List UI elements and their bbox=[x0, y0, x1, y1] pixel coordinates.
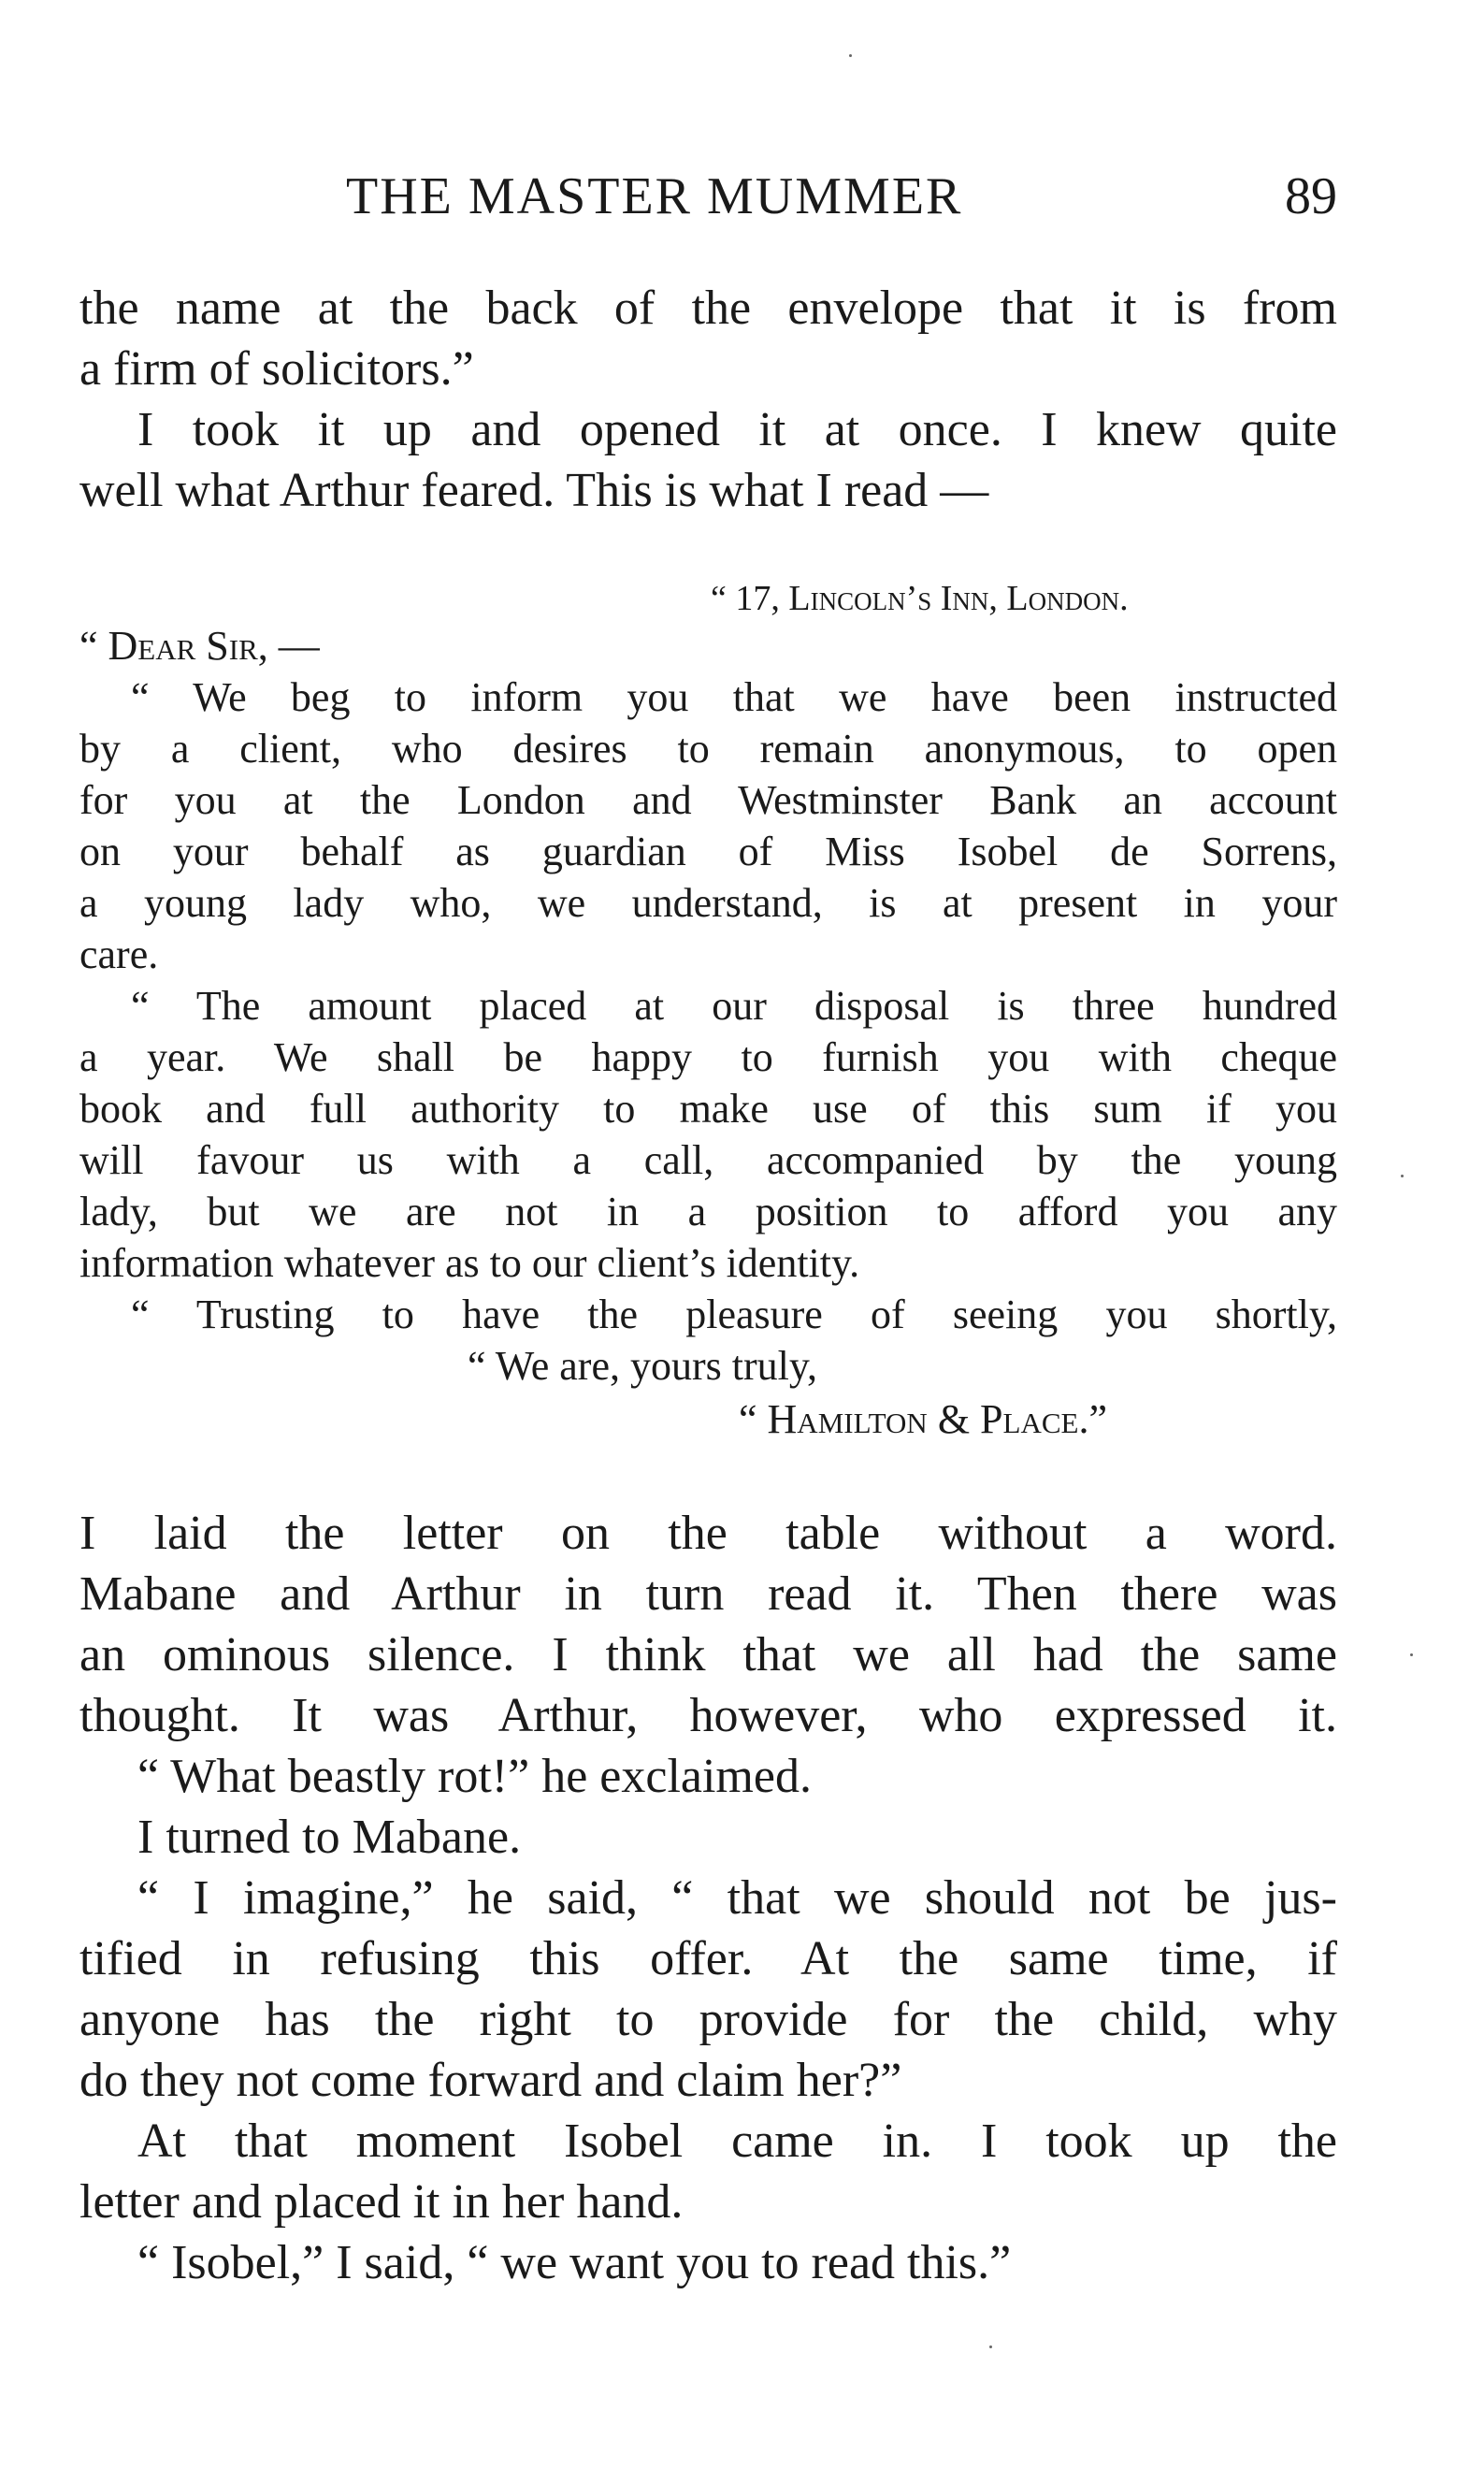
narrative-line: tified in refusing this offer. At the same time, if bbox=[79, 1932, 1337, 1985]
narrative-line: “ I imagine,” he said, “ that we should not be jus- bbox=[137, 1871, 1337, 1925]
letter-line: information whatever as to our client’s identity. bbox=[79, 1240, 860, 1286]
letter-line: by a client, who desires to remain anonymous, to open bbox=[79, 726, 1337, 772]
letter-closing: “ We are, yours truly, bbox=[468, 1343, 817, 1389]
opening-line-2: a firm of solicitors.” bbox=[79, 342, 474, 396]
letter-line: on your behalf as guardian of Miss Isobel de Sorrens, bbox=[79, 829, 1337, 874]
running-title: THE MASTER MUMMER bbox=[346, 167, 963, 225]
scan-speck bbox=[1410, 1653, 1413, 1656]
letter-line: book and full authority to make use of this sum if you bbox=[79, 1086, 1337, 1132]
running-header bbox=[79, 166, 1337, 232]
letter-line: “ Trusting to have the pleasure of seeing you shortly, bbox=[131, 1292, 1337, 1337]
scan-speck bbox=[1401, 1175, 1404, 1177]
scan-speck bbox=[989, 2345, 992, 2348]
letter-line: “ We beg to inform you that we have been instructed bbox=[131, 674, 1337, 720]
narrative-line: I turned to Mabane. bbox=[137, 1811, 522, 1864]
narrative-line: thought. It was Arthur, however, who expressed it. bbox=[79, 1689, 1337, 1742]
narrative-line: anyone has the right to provide for the child, why bbox=[79, 1993, 1337, 2046]
narrative-line: At that moment Isobel came in. I took up the bbox=[137, 2114, 1337, 2168]
opening-line-1: the name at the back of the envelope that it is from bbox=[79, 281, 1337, 335]
narrative-line: “ Isobel,” I said, “ we want you to read this.” bbox=[137, 2236, 1012, 2289]
opening-line-4: well what Arthur feared. This is what I read — bbox=[79, 464, 989, 517]
letter-line: will favour us with a call, accompanied by the young bbox=[79, 1137, 1337, 1183]
letter-line: lady, but we are not in a position to afford you any bbox=[79, 1189, 1337, 1234]
letter-line: for you at the London and Westminster Bank an account bbox=[79, 777, 1337, 823]
letter-line: a year. We shall be happy to furnish you with cheque bbox=[79, 1034, 1337, 1080]
narrative-line: “ What beastly rot!” he exclaimed. bbox=[137, 1750, 812, 1803]
narrative-line: an ominous silence. I think that we all had the same bbox=[79, 1628, 1337, 1681]
narrative-line: I laid the letter on the table without a word. bbox=[79, 1507, 1337, 1560]
narrative-line: letter and placed it in her hand. bbox=[79, 2175, 684, 2229]
opening-line-3: I took it up and opened it at once. I knew quite bbox=[137, 403, 1337, 456]
narrative-line: do they not come forward and claim her?” bbox=[79, 2054, 902, 2107]
letter-address: “ 17, Lincoln’s Inn, London. bbox=[711, 579, 1129, 618]
letter-line: a young lady who, we understand, is at present in your bbox=[79, 880, 1337, 926]
letter-signature: “ Hamilton & Place.” bbox=[739, 1396, 1107, 1442]
page-number: 89 bbox=[1285, 167, 1337, 225]
narrative-line: Mabane and Arthur in turn read it. Then there was bbox=[79, 1567, 1337, 1621]
letter-line: “ The amount placed at our disposal is three hundred bbox=[131, 983, 1337, 1029]
letter-salutation: “ Dear Sir, — bbox=[79, 623, 320, 669]
letter-line: care. bbox=[79, 931, 159, 977]
scan-speck bbox=[849, 54, 852, 57]
